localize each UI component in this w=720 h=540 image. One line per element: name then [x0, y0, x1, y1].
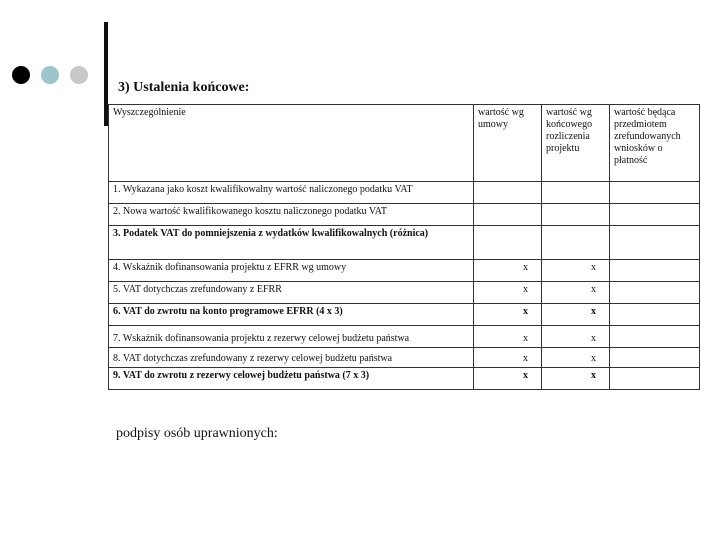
row-label: 5. VAT dotychczas zrefundowany z EFRR [109, 282, 474, 304]
table-header-row [109, 105, 700, 182]
header-final-settlement-value: wartość wg końcowego rozliczenia projektu [542, 105, 610, 182]
row-contract-value: x [474, 348, 542, 368]
table-row [109, 182, 700, 204]
row-label: 9. VAT do zwrotu z rezerwy celowej budżetu państwa (7 x 3) [109, 368, 474, 390]
row-refunded-value [610, 182, 700, 204]
table-row [109, 204, 700, 226]
row-label: 6. VAT do zwrotu na konto programowe EFRR (4 x 3) [109, 304, 474, 326]
section-title: 3) Ustalenia końcowe: [118, 80, 250, 95]
table-row [109, 282, 700, 304]
row-contract-value [474, 204, 542, 226]
table-row [109, 326, 700, 348]
row-settlement-value: x [542, 368, 610, 390]
row-refunded-value [610, 348, 700, 368]
header-description: Wyszczególnienie [109, 105, 474, 182]
row-contract-value [474, 182, 542, 204]
row-settlement-value: x [542, 304, 610, 326]
row-label: 3. Podatek VAT do pomniejszenia z wydatków kwalifikowalnych (różnica) [109, 226, 474, 260]
row-refunded-value [610, 204, 700, 226]
table-row [109, 226, 700, 260]
row-contract-value: x [474, 282, 542, 304]
row-settlement-value: x [542, 260, 610, 282]
row-settlement-value: x [542, 326, 610, 348]
header-contract-value: wartość wg umowy [474, 105, 542, 182]
row-contract-value: x [474, 326, 542, 348]
decorative-dots [12, 66, 88, 84]
row-settlement-value [542, 204, 610, 226]
row-refunded-value [610, 282, 700, 304]
black-dot [12, 66, 30, 84]
row-label: 7. Wskaźnik dofinansowania projektu z rezerwy celowej budżetu państwa [109, 326, 474, 348]
row-label: 4. Wskaźnik dofinansowania projektu z EFRR wg umowy [109, 260, 474, 282]
table-row [109, 260, 700, 282]
row-refunded-value [610, 226, 700, 260]
row-contract-value: x [474, 368, 542, 390]
row-contract-value: x [474, 260, 542, 282]
row-refunded-value [610, 326, 700, 348]
settlement-table [108, 104, 700, 390]
table-row [109, 348, 700, 368]
row-refunded-value [610, 368, 700, 390]
signatures-label: podpisy osób uprawnionych: [116, 426, 278, 441]
row-contract-value [474, 226, 542, 260]
row-settlement-value [542, 182, 610, 204]
row-label: 8. VAT dotychczas zrefundowany z rezerwy celowej budżetu państwa [109, 348, 474, 368]
row-contract-value: x [474, 304, 542, 326]
table-row [109, 304, 700, 326]
header-refunded-value: wartość będąca przedmiotem zrefundowanych wniosków o płatność [610, 105, 700, 182]
teal-dot [41, 66, 59, 84]
row-refunded-value [610, 304, 700, 326]
row-label: 2. Nowa wartość kwalifikowanego kosztu naliczonego podatku VAT [109, 204, 474, 226]
row-settlement-value: x [542, 282, 610, 304]
table-row [109, 368, 700, 390]
row-refunded-value [610, 260, 700, 282]
grey-dot [70, 66, 88, 84]
row-label: 1. Wykazana jako koszt kwalifikowalny wartość naliczonego podatku VAT [109, 182, 474, 204]
row-settlement-value [542, 226, 610, 260]
row-settlement-value: x [542, 348, 610, 368]
